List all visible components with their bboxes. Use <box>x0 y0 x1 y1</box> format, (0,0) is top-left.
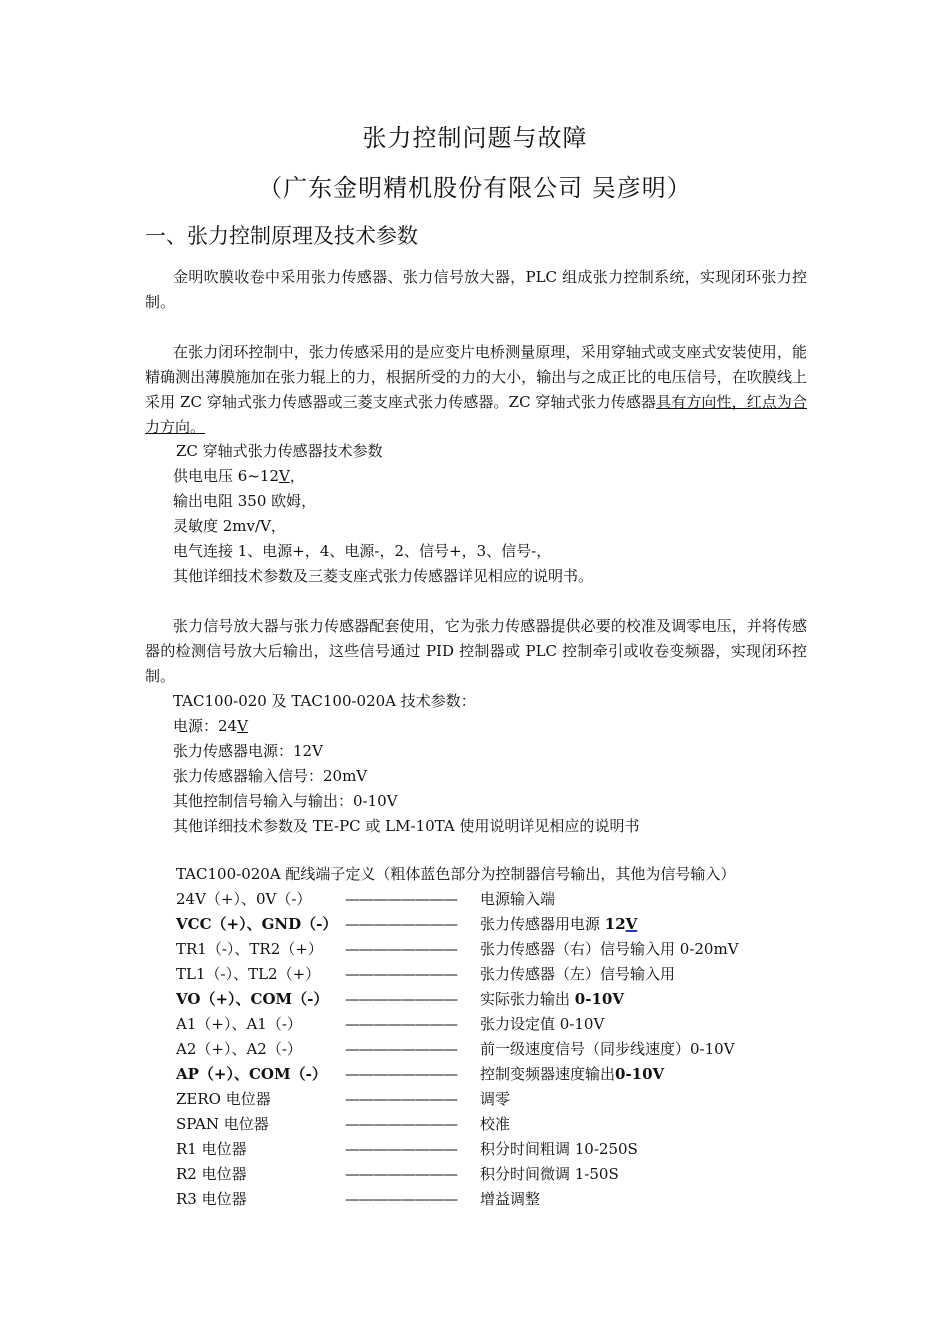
zc-spec-title: ZC 穿轴式张力传感器技术参数 <box>176 442 383 460</box>
terminal-row <box>176 987 816 1012</box>
terminal-row <box>176 1162 816 1187</box>
paragraph-sensor-principle <box>145 340 807 440</box>
tac-power-unit: V <box>237 717 248 735</box>
terminal-desc-text: 张力传感器用电源 <box>480 915 605 933</box>
terminal-desc: 校准 <box>480 1115 511 1133</box>
tac-sensor-power: 张力传感器电源：12V <box>173 742 323 760</box>
terminal-dash: ———————— <box>345 965 457 983</box>
terminal-row <box>176 1137 816 1162</box>
terminal-dash: ———————— <box>345 990 457 1008</box>
terminal-table-title: TAC100-020A 配线端子定义（粗体蓝色部分为控制器信号输出，其他为信号输入） <box>176 865 736 883</box>
terminal-row <box>176 1062 816 1087</box>
terminal-dash: ———————— <box>345 1040 457 1058</box>
tac-power-text: 电源：24 <box>173 717 238 735</box>
terminal-row <box>176 1112 816 1137</box>
terminal-desc: 调零 <box>480 1090 511 1108</box>
zc-other-params: 其他详细技术参数及三菱支座式张力传感器详见相应的说明书。 <box>173 567 594 585</box>
terminal-desc: 增益调整 <box>480 1190 541 1208</box>
terminal-desc-bold-underlined: V <box>625 915 638 933</box>
terminal-name: VO（+）、COM（-） <box>176 990 329 1008</box>
terminal-dash: ———————— <box>345 890 457 908</box>
terminal-dash: ———————— <box>345 940 457 958</box>
terminal-dash: ———————— <box>345 1165 457 1183</box>
tac-other-docs: 其他详细技术参数及 TE-PC 或 LM-10TA 使用说明详见相应的说明书 <box>173 817 640 835</box>
terminal-name: TL1（-）、TL2（+） <box>176 965 321 983</box>
terminal-name: TR1（-）、TR2（+） <box>176 940 323 958</box>
terminal-row <box>176 962 816 987</box>
zc-supply-voltage <box>173 464 305 489</box>
terminal-dash: ———————— <box>345 1090 457 1108</box>
zc-wiring: 电气连接 1、电源+，4、电源-，2、信号+，3、信号-， <box>173 542 552 560</box>
terminal-desc: 积分时间粗调 10-250S <box>480 1140 638 1158</box>
terminal-name: R1 电位器 <box>176 1140 247 1158</box>
zc-supply-voltage-comma: ， <box>289 467 305 485</box>
zc-supply-voltage-text: 供电电压 6~12 <box>173 467 279 485</box>
terminal-dash: ———————— <box>345 1140 457 1158</box>
terminal-desc <box>480 987 624 1012</box>
terminal-name: ZERO 电位器 <box>176 1090 271 1108</box>
terminal-dash: ———————— <box>345 1015 457 1033</box>
terminal-name: AP（+）、COM（-） <box>176 1065 327 1083</box>
terminal-name: VCC（+）、GND（-） <box>176 915 338 933</box>
terminal-desc-text: 实际张力输出 <box>480 990 575 1008</box>
terminal-dash: ———————— <box>345 1065 457 1083</box>
tac-other-io: 其他控制信号输入与输出：0-10V <box>173 792 398 810</box>
terminal-row <box>176 1087 816 1112</box>
terminal-name: R2 电位器 <box>176 1165 247 1183</box>
terminal-desc: 张力传感器（右）信号输入用 0-20mV <box>480 940 739 958</box>
terminal-row <box>176 1012 816 1037</box>
zc-supply-voltage-unit: V <box>278 467 290 485</box>
tac-sensor-input: 张力传感器输入信号：20mV <box>173 767 368 785</box>
terminal-desc: 张力设定值 0-10V <box>480 1015 605 1033</box>
tac-spec-title: TAC100-020 及 TAC100-020A 技术参数： <box>173 692 476 710</box>
terminal-name: 24V（+）、0V（-） <box>176 890 312 908</box>
paragraph-intro: 金明吹膜收卷中采用张力传感器、张力信号放大器，PLC 组成张力控制系统，实现闭环张力控制。 <box>145 268 807 311</box>
paragraph-sensor-direction-note: 具有方向性，红点为合力方向。 <box>145 393 807 436</box>
terminal-name: SPAN 电位器 <box>176 1115 269 1133</box>
terminal-name: A2（+）、A2（-） <box>176 1040 302 1058</box>
terminal-desc: 积分时间微调 1-50S <box>480 1165 619 1183</box>
zc-output-resistance: 输出电阻 350 欧姆， <box>173 492 317 510</box>
terminal-row <box>176 1037 816 1062</box>
terminal-desc: 张力传感器（左）信号输入用 <box>480 965 676 983</box>
terminal-desc-bold: 0-10V <box>574 990 624 1008</box>
section-heading: 一、张力控制原理及技术参数 <box>145 224 418 248</box>
terminal-desc <box>480 1062 664 1087</box>
terminal-dash: ———————— <box>345 1190 457 1208</box>
terminal-desc-bold: 12 <box>604 915 626 933</box>
terminal-desc <box>480 912 637 937</box>
terminal-row <box>176 912 816 937</box>
page-subtitle: （广东金明精机股份有限公司 吴彦明） <box>258 174 692 202</box>
terminal-desc-text: 控制变频器速度输出 <box>480 1065 616 1083</box>
terminal-dash: ———————— <box>345 1115 457 1133</box>
paragraph-amplifier: 张力信号放大器与张力传感器配套使用，它为张力传感器提供必要的校准及调零电压，并将传感器的检测信号放大后输出，这些信号通过 PID 控制器或 PLC 控制牵引或收卷变频器，实现闭环控制。 <box>145 617 807 685</box>
terminal-row <box>176 937 816 962</box>
terminal-desc: 电源输入端 <box>480 890 556 908</box>
page-title: 张力控制问题与故障 <box>362 124 588 152</box>
terminal-dash: ———————— <box>345 915 457 933</box>
terminal-desc-bold: 0-10V <box>615 1065 665 1083</box>
terminal-row <box>176 887 816 912</box>
terminal-name: R3 电位器 <box>176 1190 247 1208</box>
terminal-row <box>176 1187 816 1212</box>
terminal-desc: 前一级速度信号（同步线速度）0-10V <box>480 1040 735 1058</box>
paragraph-sensor-principle-text: 在张力闭环控制中，张力传感采用的是应变片电桥测量原理，采用穿轴式或支座式安装使用，能精确测出薄膜施加在张力辊上的力，根据所受的力的大小，输出与之成正比的电压信号，在吹膜线上采用 ZC 穿轴式张力传感器或三菱支座式张力传感器。ZC 穿轴式张力传感器 <box>145 343 807 411</box>
tac-power <box>173 714 248 739</box>
terminal-name: A1（+）、A1（-） <box>176 1015 302 1033</box>
zc-sensitivity: 灵敏度 2mv/V， <box>173 517 286 535</box>
